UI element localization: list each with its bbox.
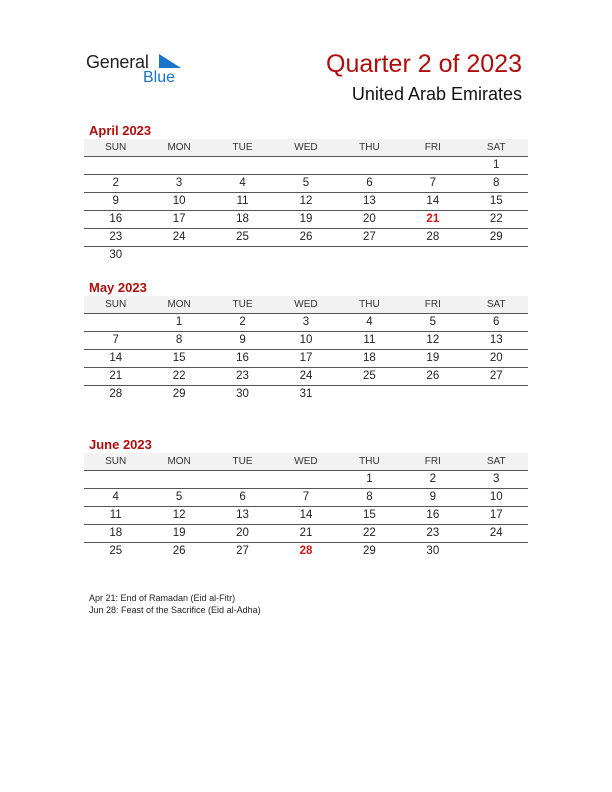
- day-cell: 23: [426, 527, 440, 539]
- day-cell: 29: [489, 231, 503, 243]
- month-title: April 2023: [89, 123, 152, 138]
- day-cell: 24: [299, 370, 313, 382]
- day-cell: 2: [429, 473, 437, 485]
- day-cell: 9: [239, 334, 246, 346]
- month-june: [84, 436, 528, 560]
- day-cell: [401, 157, 464, 174]
- day-cell: 17: [172, 213, 186, 225]
- day-cell: 25: [109, 545, 123, 557]
- day-cell: 6: [239, 491, 246, 503]
- day-cell: [84, 157, 147, 174]
- day-cell: [211, 247, 274, 264]
- week-row: [84, 211, 528, 229]
- day-cell: 14: [109, 352, 123, 364]
- week-row: [84, 525, 528, 543]
- day-cell: 19: [299, 213, 313, 225]
- day-cell: 23: [109, 231, 123, 243]
- holiday-notes: [89, 592, 261, 616]
- day-cell: 10: [299, 334, 313, 346]
- week-row: [84, 157, 528, 175]
- weekday-label: WED: [294, 456, 318, 467]
- day-cell: 9: [429, 491, 437, 503]
- day-cell: [211, 471, 274, 488]
- day-cell: 14: [426, 195, 440, 207]
- day-cell: 26: [172, 545, 186, 557]
- day-cell: 26: [299, 231, 313, 243]
- weekday-label: MON: [167, 142, 191, 153]
- week-row: [84, 247, 528, 264]
- weekday-label: THU: [359, 299, 380, 310]
- weekday-header-row: [84, 453, 528, 471]
- weekday-label: SUN: [105, 456, 127, 467]
- day-cell: 15: [363, 509, 376, 521]
- week-row: [84, 386, 528, 403]
- day-cell: 15: [172, 352, 186, 364]
- day-cell: 13: [363, 195, 376, 207]
- day-cell: 11: [109, 509, 122, 521]
- week-row: [84, 350, 528, 368]
- day-cell: 30: [426, 545, 440, 557]
- day-cell: 27: [489, 370, 503, 382]
- weekday-header-row: [84, 296, 528, 314]
- day-cell: 31: [299, 388, 313, 400]
- weekday-label: SUN: [105, 142, 127, 153]
- day-cell: 29: [363, 545, 376, 557]
- day-cell: 11: [236, 195, 249, 207]
- day-cell: 18: [363, 352, 376, 364]
- week-row: [84, 471, 528, 489]
- day-cell: 22: [363, 527, 376, 539]
- holiday-day-cell: 21: [426, 213, 440, 225]
- weekday-label: MON: [167, 299, 191, 310]
- day-cell: 18: [109, 527, 123, 539]
- weekday-label: MON: [167, 456, 191, 467]
- day-cell: [147, 157, 210, 174]
- day-cell: [338, 386, 401, 403]
- day-cell: 12: [299, 195, 313, 207]
- day-cell: 4: [112, 491, 119, 503]
- weekday-label: TUE: [232, 299, 253, 310]
- day-cell: 21: [109, 370, 123, 382]
- day-cell: 5: [175, 491, 183, 503]
- day-cell: [84, 314, 147, 331]
- holiday-note: Jun 28: Feast of the Sacrifice (Eid al-Adha): [89, 605, 261, 615]
- day-cell: 5: [429, 316, 437, 328]
- day-cell: 16: [426, 509, 440, 521]
- weekday-label: SAT: [486, 456, 506, 467]
- day-cell: 3: [175, 177, 183, 189]
- weekday-label: THU: [359, 456, 380, 467]
- day-cell: 27: [236, 545, 249, 557]
- day-cell: 6: [493, 316, 500, 328]
- generalblue-logo: [86, 50, 196, 90]
- day-cell: [465, 543, 528, 560]
- month-title: June 2023: [89, 437, 152, 452]
- weekday-label: WED: [294, 142, 318, 153]
- day-cell: 6: [366, 177, 373, 189]
- day-cell: 4: [366, 316, 373, 328]
- day-cell: 20: [489, 352, 503, 364]
- day-cell: 11: [363, 334, 376, 346]
- day-cell: 27: [363, 231, 376, 243]
- day-cell: 28: [426, 231, 440, 243]
- week-row: [84, 332, 528, 350]
- day-cell: 3: [302, 316, 310, 328]
- day-cell: 14: [299, 509, 313, 521]
- day-cell: 23: [236, 370, 249, 382]
- day-cell: [465, 386, 528, 403]
- day-cell: 10: [172, 195, 186, 207]
- day-cell: 13: [489, 334, 503, 346]
- week-row: [84, 368, 528, 386]
- weekday-label: SAT: [486, 299, 506, 310]
- week-row: [84, 193, 528, 211]
- month-april: [84, 122, 528, 264]
- day-cell: 13: [236, 509, 249, 521]
- weekday-label: TUE: [232, 142, 253, 153]
- day-cell: 1: [366, 473, 373, 485]
- day-cell: [84, 471, 147, 488]
- weekday-label: FRI: [424, 142, 441, 153]
- day-cell: [401, 247, 464, 264]
- week-row: [84, 543, 528, 560]
- day-cell: 24: [172, 231, 186, 243]
- day-cell: 15: [489, 195, 503, 207]
- day-cell: 19: [426, 352, 440, 364]
- day-cell: 8: [366, 491, 373, 503]
- holiday-day-cell: 28: [299, 545, 313, 557]
- day-cell: 9: [112, 195, 119, 207]
- month-may: [84, 279, 528, 403]
- day-cell: [147, 247, 210, 264]
- day-cell: 8: [493, 177, 500, 189]
- day-cell: [274, 157, 337, 174]
- week-row: [84, 175, 528, 193]
- day-cell: 30: [109, 249, 123, 261]
- week-row: [84, 489, 528, 507]
- day-cell: [401, 386, 464, 403]
- logo-blue-text: Blue: [143, 69, 176, 86]
- day-cell: 26: [426, 370, 440, 382]
- day-cell: 1: [175, 316, 183, 328]
- weekday-label: THU: [359, 142, 380, 153]
- day-cell: 24: [489, 527, 503, 539]
- week-row: [84, 229, 528, 247]
- month-title: May 2023: [89, 280, 147, 295]
- weekday-label: TUE: [232, 456, 253, 467]
- day-cell: 16: [236, 352, 249, 364]
- page-title: Quarter 2 of 2023: [326, 50, 522, 78]
- day-cell: 18: [236, 213, 249, 225]
- day-cell: 28: [109, 388, 123, 400]
- day-cell: 7: [302, 491, 310, 503]
- day-cell: 7: [112, 334, 119, 346]
- week-row: [84, 314, 528, 332]
- day-cell: 12: [426, 334, 440, 346]
- day-cell: 17: [299, 352, 313, 364]
- day-cell: 30: [236, 388, 249, 400]
- day-cell: [274, 471, 337, 488]
- weekday-header-row: [84, 139, 528, 157]
- logo-general-text: General: [86, 52, 149, 72]
- day-cell: 10: [489, 491, 503, 503]
- logo-triangle-icon: [159, 54, 181, 68]
- day-cell: 25: [236, 231, 249, 243]
- day-cell: 17: [489, 509, 503, 521]
- weekday-label: SAT: [486, 142, 506, 153]
- day-cell: [338, 157, 401, 174]
- day-cell: 3: [493, 473, 500, 485]
- day-cell: 25: [363, 370, 376, 382]
- weekday-label: FRI: [424, 456, 441, 467]
- day-cell: 29: [172, 388, 186, 400]
- weekday-label: SUN: [105, 299, 127, 310]
- day-cell: [147, 471, 210, 488]
- day-cell: 19: [172, 527, 186, 539]
- weekday-label: WED: [294, 299, 318, 310]
- day-cell: [274, 247, 337, 264]
- holiday-note: Apr 21: End of Ramadan (Eid al-Fitr): [89, 593, 236, 603]
- day-cell: [211, 157, 274, 174]
- day-cell: 20: [236, 527, 249, 539]
- day-cell: 21: [299, 527, 313, 539]
- day-cell: 7: [429, 177, 437, 189]
- day-cell: 5: [302, 177, 310, 189]
- country-name: United Arab Emirates: [351, 84, 522, 104]
- day-cell: 8: [175, 334, 183, 346]
- day-cell: 16: [109, 213, 123, 225]
- day-cell: 12: [172, 509, 186, 521]
- day-cell: 2: [239, 316, 246, 328]
- day-cell: 2: [112, 177, 119, 189]
- day-cell: 22: [172, 370, 186, 382]
- day-cell: 1: [493, 159, 500, 171]
- week-row: [84, 507, 528, 525]
- day-cell: 20: [363, 213, 376, 225]
- weekday-label: FRI: [424, 299, 441, 310]
- day-cell: 22: [489, 213, 503, 225]
- day-cell: 4: [239, 177, 246, 189]
- day-cell: [338, 247, 401, 264]
- day-cell: [465, 247, 528, 264]
